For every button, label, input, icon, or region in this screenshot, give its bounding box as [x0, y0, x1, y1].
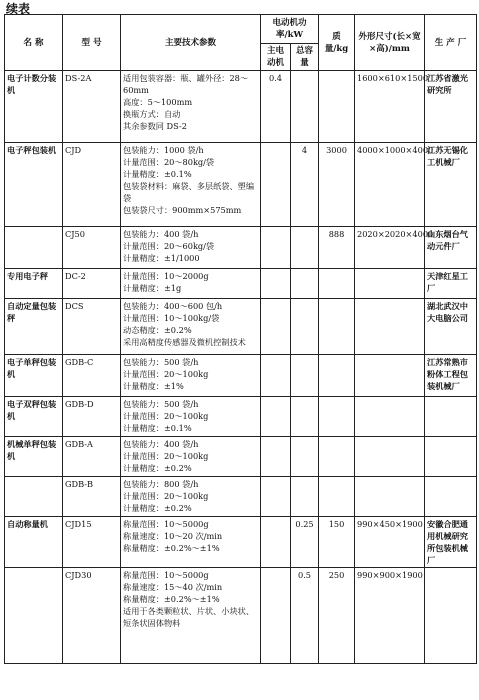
param-line: 计量范围：10～2000g — [123, 271, 209, 281]
table-row — [5, 477, 477, 517]
param-line: 计量精度：±1g — [123, 283, 182, 293]
model-cell: CJD30 — [63, 568, 121, 664]
total-capacity-cell — [291, 437, 319, 477]
param-line: 计量精度：±1% — [123, 381, 184, 391]
param-line: 高度：5～100mm — [123, 97, 193, 107]
model-cell: CJD15 — [63, 517, 121, 568]
params-cell — [121, 568, 261, 664]
param-line: 计量范围：20～100kg — [123, 411, 209, 421]
maker-cell — [425, 568, 477, 664]
total-capacity-cell: 4 — [291, 143, 319, 227]
main-motor-cell — [261, 477, 291, 517]
model-cell: GDB-B — [63, 477, 121, 517]
mass-cell — [319, 355, 355, 397]
main-motor-cell: 0.4 — [261, 71, 291, 143]
maker-cell: 安徽合肥通用机械研究所包装机械厂 — [425, 517, 477, 568]
dimensions-cell: 4000×1000×4000 — [355, 143, 425, 227]
dimensions-cell — [355, 299, 425, 355]
param-line: 计量范围：20～100kg — [123, 491, 209, 501]
total-capacity-cell — [291, 477, 319, 517]
model-cell: CJ50 — [63, 227, 121, 269]
page-label: 续表 — [6, 2, 31, 16]
param-line: 计量精度：±0.1% — [123, 169, 192, 179]
params-cell — [121, 143, 261, 227]
param-line: 计量范围：20～60kg/袋 — [123, 241, 215, 251]
param-line: 包装能力：500 袋/h — [123, 399, 199, 409]
dimensions-cell — [355, 269, 425, 299]
param-line: 换瓶方式：自动 — [123, 109, 181, 119]
mass-cell — [319, 477, 355, 517]
params-cell — [121, 517, 261, 568]
equipment-name: 机械单秤包装机 — [5, 437, 63, 477]
table-row — [5, 397, 477, 437]
param-line: 称量范围：10～5000g — [123, 519, 209, 529]
param-line: 计量精度：±0.2% — [123, 463, 192, 473]
param-line: 计量精度：±0.1% — [123, 423, 192, 433]
total-capacity-cell — [291, 71, 319, 143]
mass-cell: 888 — [319, 227, 355, 269]
mass-cell — [319, 299, 355, 355]
param-line: 计量精度：±0.2% — [123, 503, 192, 513]
param-line: 称量速度：15～40 次/min — [123, 582, 223, 592]
params-cell — [121, 437, 261, 477]
dimensions-cell: 990×900×1900 — [355, 568, 425, 664]
param-line: 计量范围：10～100kg/袋 — [123, 313, 220, 323]
equipment-name — [5, 477, 63, 517]
param-line: 适用于各类颗粒状、片状、小块状、短条状固体物料 — [123, 606, 255, 628]
param-line: 包装能力：500 袋/h — [123, 357, 199, 367]
header-dims: 外形尺寸(长×宽×高)/mm — [355, 15, 425, 71]
params-cell — [121, 355, 261, 397]
dimensions-cell — [355, 437, 425, 477]
model-cell: DS-2A — [63, 71, 121, 143]
total-capacity-cell — [291, 227, 319, 269]
total-capacity-cell — [291, 269, 319, 299]
table-row — [5, 355, 477, 397]
model-cell: GDB-C — [63, 355, 121, 397]
params-cell — [121, 477, 261, 517]
total-capacity-cell — [291, 397, 319, 437]
param-line: 包装袋材料：麻袋、多层纸袋、塑编袋 — [123, 181, 255, 203]
header-mass: 质量/kg — [319, 15, 355, 71]
mass-cell: 3000 — [319, 143, 355, 227]
param-line: 包装袋尺寸：900mm×575mm — [123, 205, 242, 215]
params-cell — [121, 299, 261, 355]
equipment-name: 电子双秤包装机 — [5, 397, 63, 437]
param-line: 计量范围：20～100kg — [123, 451, 209, 461]
main-motor-cell — [261, 143, 291, 227]
param-line: 包装能力：400 袋/h — [123, 229, 199, 239]
param-line: 计量范围：20～100kg — [123, 369, 209, 379]
main-motor-cell — [261, 517, 291, 568]
mass-cell: 150 — [319, 517, 355, 568]
equipment-name: 自动称量机 — [5, 517, 63, 568]
equipment-name: 专用电子秤 — [5, 269, 63, 299]
model-cell: GDB-D — [63, 397, 121, 437]
table-row — [5, 437, 477, 477]
param-line: 计量精度：±1/1000 — [123, 253, 200, 263]
dimensions-cell — [355, 477, 425, 517]
model-cell: GDB-A — [63, 437, 121, 477]
maker-cell: 江苏无锡化工机械厂 — [425, 143, 477, 227]
header-model: 型 号 — [63, 15, 121, 71]
dimensions-cell — [355, 355, 425, 397]
mass-cell — [319, 71, 355, 143]
model-cell: DC-2 — [63, 269, 121, 299]
dimensions-cell — [355, 397, 425, 437]
equipment-name — [5, 568, 63, 664]
param-line: 动态精度：±0.2% — [123, 325, 192, 335]
maker-cell: 湖北武汉中大电脑公司 — [425, 299, 477, 355]
equipment-table — [4, 14, 477, 664]
mass-cell: 250 — [319, 568, 355, 664]
dimensions-cell: 2020×2020×4000 — [355, 227, 425, 269]
header-params: 主要技术参数 — [121, 15, 261, 71]
equipment-name: 电子计数分装机 — [5, 71, 63, 143]
maker-cell: 天津红星工厂 — [425, 269, 477, 299]
total-capacity-cell: 0.25 — [291, 517, 319, 568]
maker-cell — [425, 437, 477, 477]
equipment-name: 电子秤包装机 — [5, 143, 63, 227]
param-line: 包装能力：1000 袋/h — [123, 145, 204, 155]
maker-cell — [425, 477, 477, 517]
model-cell: DCS — [63, 299, 121, 355]
param-line: 其余参数同 DS-2 — [123, 121, 187, 131]
param-line: 计量范围：20～80kg/袋 — [123, 157, 215, 167]
param-line: 称量速度：10～20 次/min — [123, 531, 223, 541]
header-main-motor: 主电动机 — [261, 44, 291, 71]
param-line: 称量精度：±0.2%～±1% — [123, 543, 220, 553]
table-row — [5, 269, 477, 299]
main-motor-cell — [261, 568, 291, 664]
table-row — [5, 227, 477, 269]
table-row — [5, 517, 477, 568]
maker-cell: 江苏省激光研究所 — [425, 71, 477, 143]
table-row — [5, 299, 477, 355]
main-motor-cell — [261, 299, 291, 355]
params-cell — [121, 227, 261, 269]
table-row — [5, 71, 477, 143]
main-motor-cell — [261, 397, 291, 437]
params-cell — [121, 269, 261, 299]
params-cell — [121, 71, 261, 143]
param-line: 适用包装容器：瓶、罐外径：28～60mm — [123, 73, 249, 95]
header-maker: 生 产 厂 — [425, 15, 477, 71]
total-capacity-cell — [291, 299, 319, 355]
table-row — [5, 143, 477, 227]
mass-cell — [319, 437, 355, 477]
mass-cell — [319, 397, 355, 437]
header-power: 电动机功率/kW — [261, 15, 319, 44]
param-line: 包装能力：400～600 包/h — [123, 301, 223, 311]
param-line: 称量范围：10～5000g — [123, 570, 209, 580]
params-cell — [121, 397, 261, 437]
table-row — [5, 568, 477, 664]
main-motor-cell — [261, 355, 291, 397]
equipment-name: 自动定量包装秤 — [5, 299, 63, 355]
header-total: 总容量 — [291, 44, 319, 71]
total-capacity-cell — [291, 355, 319, 397]
main-motor-cell — [261, 269, 291, 299]
model-cell: CJD — [63, 143, 121, 227]
param-line: 称量精度：±0.2%～±1% — [123, 594, 220, 604]
dimensions-cell: 1600×610×1500 — [355, 71, 425, 143]
param-line: 包装能力：800 袋/h — [123, 479, 199, 489]
total-capacity-cell: 0.5 — [291, 568, 319, 664]
param-line: 包装能力：400 袋/h — [123, 439, 199, 449]
main-motor-cell — [261, 437, 291, 477]
main-motor-cell — [261, 227, 291, 269]
param-line: 采用高精度传感器及微机控制技术 — [123, 337, 246, 347]
maker-cell: 江苏常熟市粉体工程包装机械厂 — [425, 355, 477, 397]
equipment-name — [5, 227, 63, 269]
maker-cell: 山东烟台气动元件厂 — [425, 227, 477, 269]
header-name: 名 称 — [5, 15, 63, 71]
maker-cell — [425, 397, 477, 437]
dimensions-cell: 990×450×1900 — [355, 517, 425, 568]
equipment-name: 电子单秤包装机 — [5, 355, 63, 397]
mass-cell — [319, 269, 355, 299]
